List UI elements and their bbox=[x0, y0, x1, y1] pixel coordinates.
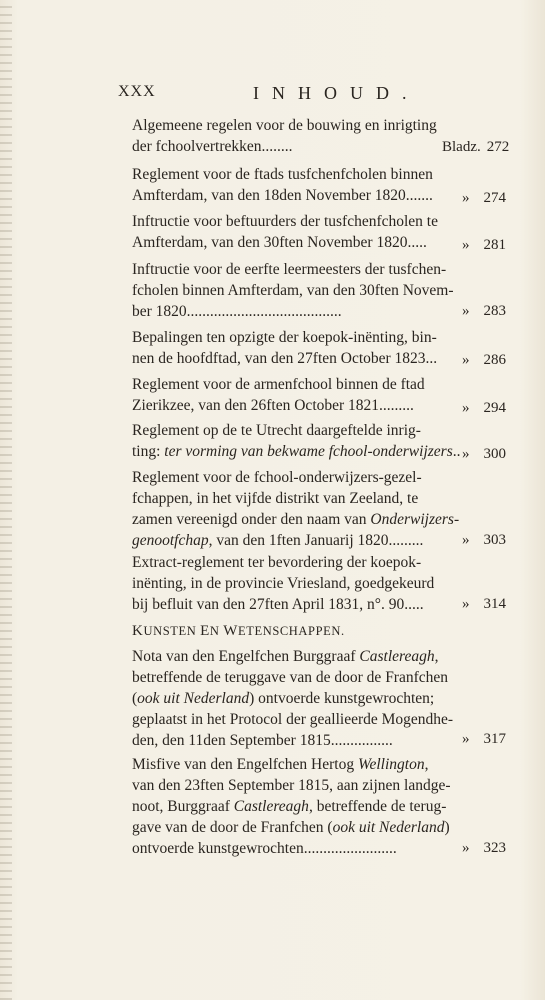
entry-line: van den 23ften September 1815, aan zijnen landge- bbox=[132, 777, 451, 794]
ditto-mark: » bbox=[462, 400, 470, 416]
toc-page-ref bbox=[462, 840, 522, 857]
toc-entry bbox=[132, 327, 437, 369]
ditto-mark: » bbox=[462, 596, 470, 612]
entry-line: Reglement voor de ftads tusfchenfcholen binnen bbox=[132, 166, 433, 183]
toc-entry bbox=[132, 164, 437, 206]
page-ref-number: 303 bbox=[483, 532, 506, 548]
entry-line: betreffende de teruggave van de door de Franfchen bbox=[132, 669, 449, 686]
section-heading: KUNSTEN EN WETENSCHAPPEN. bbox=[132, 623, 345, 639]
toc-page-ref bbox=[462, 731, 522, 748]
entry-line: Amfterdam, van den 30ften November 1820..... bbox=[132, 234, 427, 251]
toc-entry bbox=[132, 754, 451, 859]
entry-line: fchappen, in het vijfde distrikt van Zeeland, te bbox=[132, 490, 419, 507]
toc-entry bbox=[132, 374, 437, 416]
entry-line: Amfterdam, van den 18den November 1820....... bbox=[132, 187, 433, 204]
entry-line: Reglement voor de fchool-onderwijzers-gezel- bbox=[132, 469, 422, 486]
page-ref-number: 300 bbox=[483, 446, 506, 462]
entry-line: gave van de door de Franfchen (ook uit Nederland) bbox=[132, 819, 450, 836]
toc-entry bbox=[132, 259, 454, 322]
toc-entry bbox=[132, 467, 460, 551]
toc-entry bbox=[132, 552, 437, 615]
entry-line: ontvoerde kunstgewrochten........................ bbox=[132, 840, 397, 857]
ditto-mark: » bbox=[462, 190, 470, 206]
entry-line: der fchoolvertrekken........ bbox=[132, 138, 293, 155]
toc-page-ref bbox=[462, 532, 522, 549]
toc-entry bbox=[132, 646, 454, 751]
ditto-mark: » bbox=[462, 731, 470, 747]
entry-line: Zierikzee, van den 26ften October 1821......... bbox=[132, 397, 414, 414]
toc-page-ref bbox=[462, 237, 522, 254]
entry-line: Extract-reglement ter bevordering der koepok- bbox=[132, 554, 422, 571]
ditto-mark: » bbox=[462, 303, 470, 319]
page-ref-number: 272 bbox=[486, 139, 510, 155]
page-ref-number: 294 bbox=[483, 400, 506, 416]
entry-line: Bepalingen ten opzigte der koepok-inënting, bin- bbox=[132, 329, 437, 346]
page-ref-number: 323 bbox=[483, 840, 506, 856]
page-ref-number: 317 bbox=[483, 731, 506, 747]
toc-entry bbox=[132, 420, 461, 462]
entry-line: Misfive van den Engelfchen Hertog Wellington, bbox=[132, 756, 429, 773]
toc-page-ref bbox=[442, 139, 522, 156]
ditto-mark: » bbox=[462, 532, 470, 548]
page-ref-number: 281 bbox=[483, 237, 506, 253]
toc-entry bbox=[132, 211, 437, 253]
page-ref-number: 286 bbox=[483, 352, 506, 368]
bladz-label: Bladz. bbox=[442, 139, 481, 155]
running-title: INHOUD. bbox=[253, 83, 420, 103]
binding-edge bbox=[0, 0, 12, 1000]
entry-line: Inftructie voor beftuurders der tusfchenfcholen te bbox=[132, 213, 438, 230]
entry-line: Reglement op de te Utrecht daargeftelde inrig- bbox=[132, 422, 421, 439]
toc-page-ref bbox=[462, 596, 522, 613]
toc-page-ref bbox=[462, 400, 522, 417]
ditto-mark: » bbox=[462, 352, 470, 368]
entry-line: Inftructie voor de eerfte leermeesters der tusfchen- bbox=[132, 261, 447, 278]
entry-line: geplaatst in het Protocol der geallieerde Mogendhe- bbox=[132, 711, 454, 728]
page-ref-number: 283 bbox=[483, 303, 506, 319]
toc-entry bbox=[132, 115, 437, 157]
entry-line: ting: ter vorming van bekwame fchool-onderwijzers.. bbox=[132, 443, 461, 460]
entry-line: fcholen binnen Amfterdam, van den 30ften Novem- bbox=[132, 282, 454, 299]
entry-line: den, den 11den September 1815................ bbox=[132, 732, 393, 749]
entry-line: bij befluit van den 27ften April 1831, n°. 90..... bbox=[132, 596, 424, 613]
ditto-mark: » bbox=[462, 237, 470, 253]
ditto-mark: » bbox=[462, 446, 470, 462]
toc-page-ref bbox=[462, 446, 522, 463]
toc-page-ref bbox=[462, 303, 522, 320]
page-ref-number: 314 bbox=[483, 596, 506, 612]
entry-line: Algemeene regelen voor de bouwing en inrigting bbox=[132, 117, 437, 134]
toc-page-ref bbox=[462, 190, 522, 207]
ditto-mark: » bbox=[462, 840, 470, 856]
entry-line: ber 1820........................................ bbox=[132, 303, 342, 320]
entry-line: inënting, in de provincie Vriesland, goedgekeurd bbox=[132, 575, 435, 592]
entry-line: genootfchap, van den 1ften Januarij 1820......... bbox=[132, 532, 424, 549]
page-header bbox=[0, 83, 545, 107]
entry-line: zamen vereenigd onder den naam van Onderwijzers- bbox=[132, 511, 460, 528]
entry-line: (ook uit Nederland) ontvoerde kunstgewrochten; bbox=[132, 690, 435, 707]
toc-page-ref bbox=[462, 352, 522, 369]
entry-line: nen de hoofdftad, van den 27ften October 1823... bbox=[132, 350, 438, 367]
entry-line: Nota van den Engelfchen Burggraaf Castlereagh, bbox=[132, 648, 439, 665]
page-ref-number: 274 bbox=[483, 190, 506, 206]
page-number: XXX bbox=[118, 83, 156, 100]
entry-line: noot, Burggraaf Castlereagh, betreffende de terug- bbox=[132, 798, 447, 815]
entry-line: Reglement voor de armenfchool binnen de ftad bbox=[132, 376, 425, 393]
